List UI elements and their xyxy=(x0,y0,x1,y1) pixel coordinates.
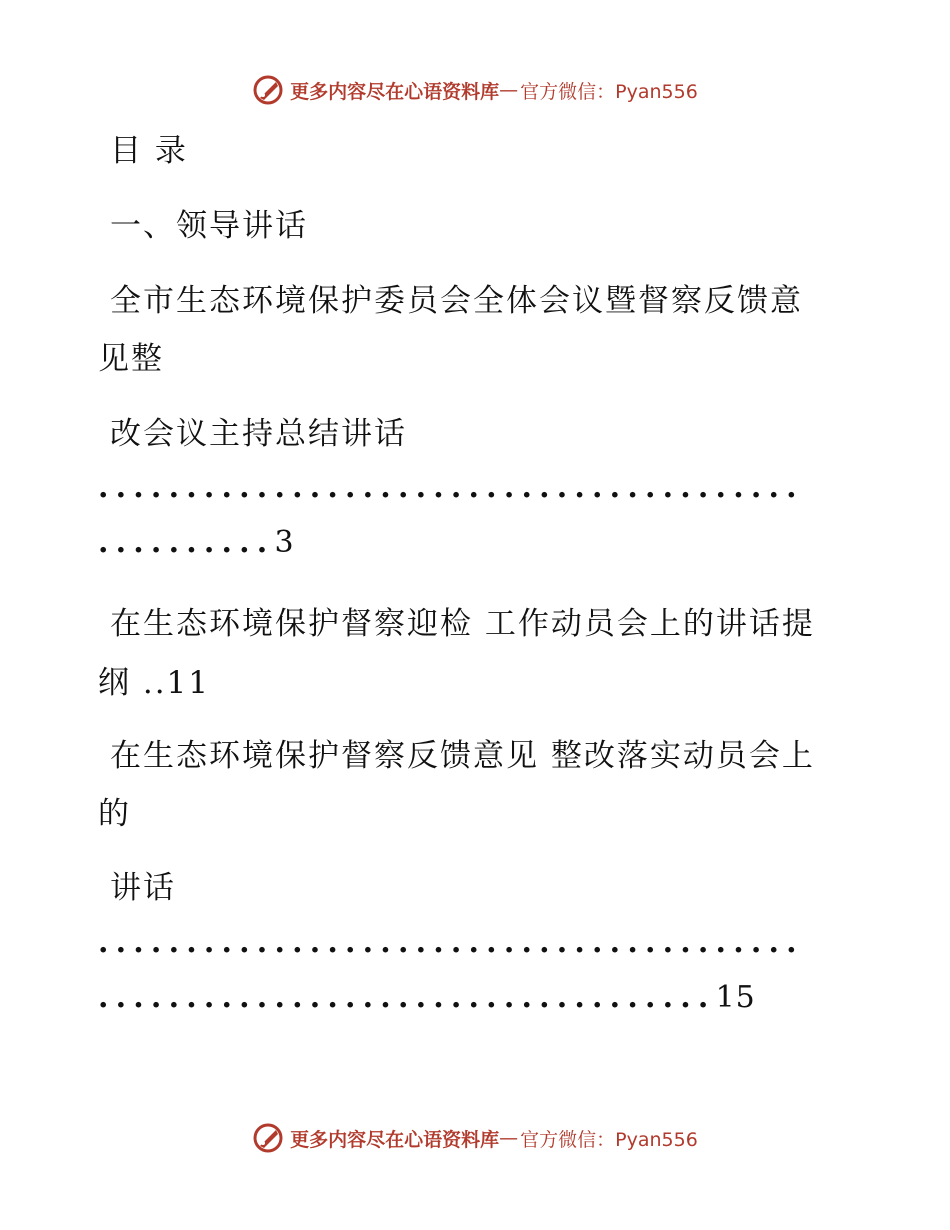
header-wechat: 官方微信：Pyan556 xyxy=(520,80,698,103)
footer-wechat: 官方微信：Pyan556 xyxy=(520,1128,698,1151)
toc-entry-3-page-row[interactable] xyxy=(98,980,858,1015)
toc-entry-3-line-3[interactable]: 讲话 xyxy=(110,870,176,906)
toc-entry-2-line-2[interactable]: 纲 ..11 xyxy=(98,665,211,701)
toc-entry-1-line-1[interactable]: 全市生态环境保护委员会全体会议暨督察反馈意 xyxy=(110,283,803,319)
header-dash: — xyxy=(499,79,519,101)
toc-leader-dots: ........................................ xyxy=(98,925,804,960)
footer-text: 更多内容尽在心语资料库 xyxy=(290,1128,500,1151)
quill-logo-icon xyxy=(252,1122,284,1154)
toc-entry-1-line-3[interactable]: 改会议主持总结讲话 xyxy=(110,416,407,452)
toc-entry-1-line-2[interactable]: 见整 xyxy=(98,341,164,377)
toc-page-number: 15 xyxy=(715,980,756,1015)
toc-leader-dots: ........................................ xyxy=(98,470,804,505)
header-text: 更多内容尽在心语资料库 xyxy=(290,80,500,103)
toc-leader-dots: ................................... xyxy=(98,980,716,1015)
footer-banner xyxy=(0,1118,950,1158)
toc-page-number: 3 xyxy=(274,525,295,560)
quill-logo-icon xyxy=(252,74,284,106)
toc-title: 目 录 xyxy=(110,133,188,169)
toc-entry-3-line-1[interactable]: 在生态环境保护督察反馈意见 整改落实动员会上 xyxy=(110,738,815,774)
toc-entry-3-line-2[interactable]: 的 xyxy=(98,796,131,832)
toc-entry-1-page-row[interactable] xyxy=(98,525,858,560)
footer-dash: — xyxy=(499,1127,519,1149)
toc-section-heading: 一、领导讲话 xyxy=(110,208,308,244)
header-banner xyxy=(0,70,950,110)
toc-entry-2-line-1[interactable]: 在生态环境保护督察迎检 工作动员会上的讲话提 xyxy=(110,606,815,642)
toc-leader-dots: .......... xyxy=(98,525,275,560)
